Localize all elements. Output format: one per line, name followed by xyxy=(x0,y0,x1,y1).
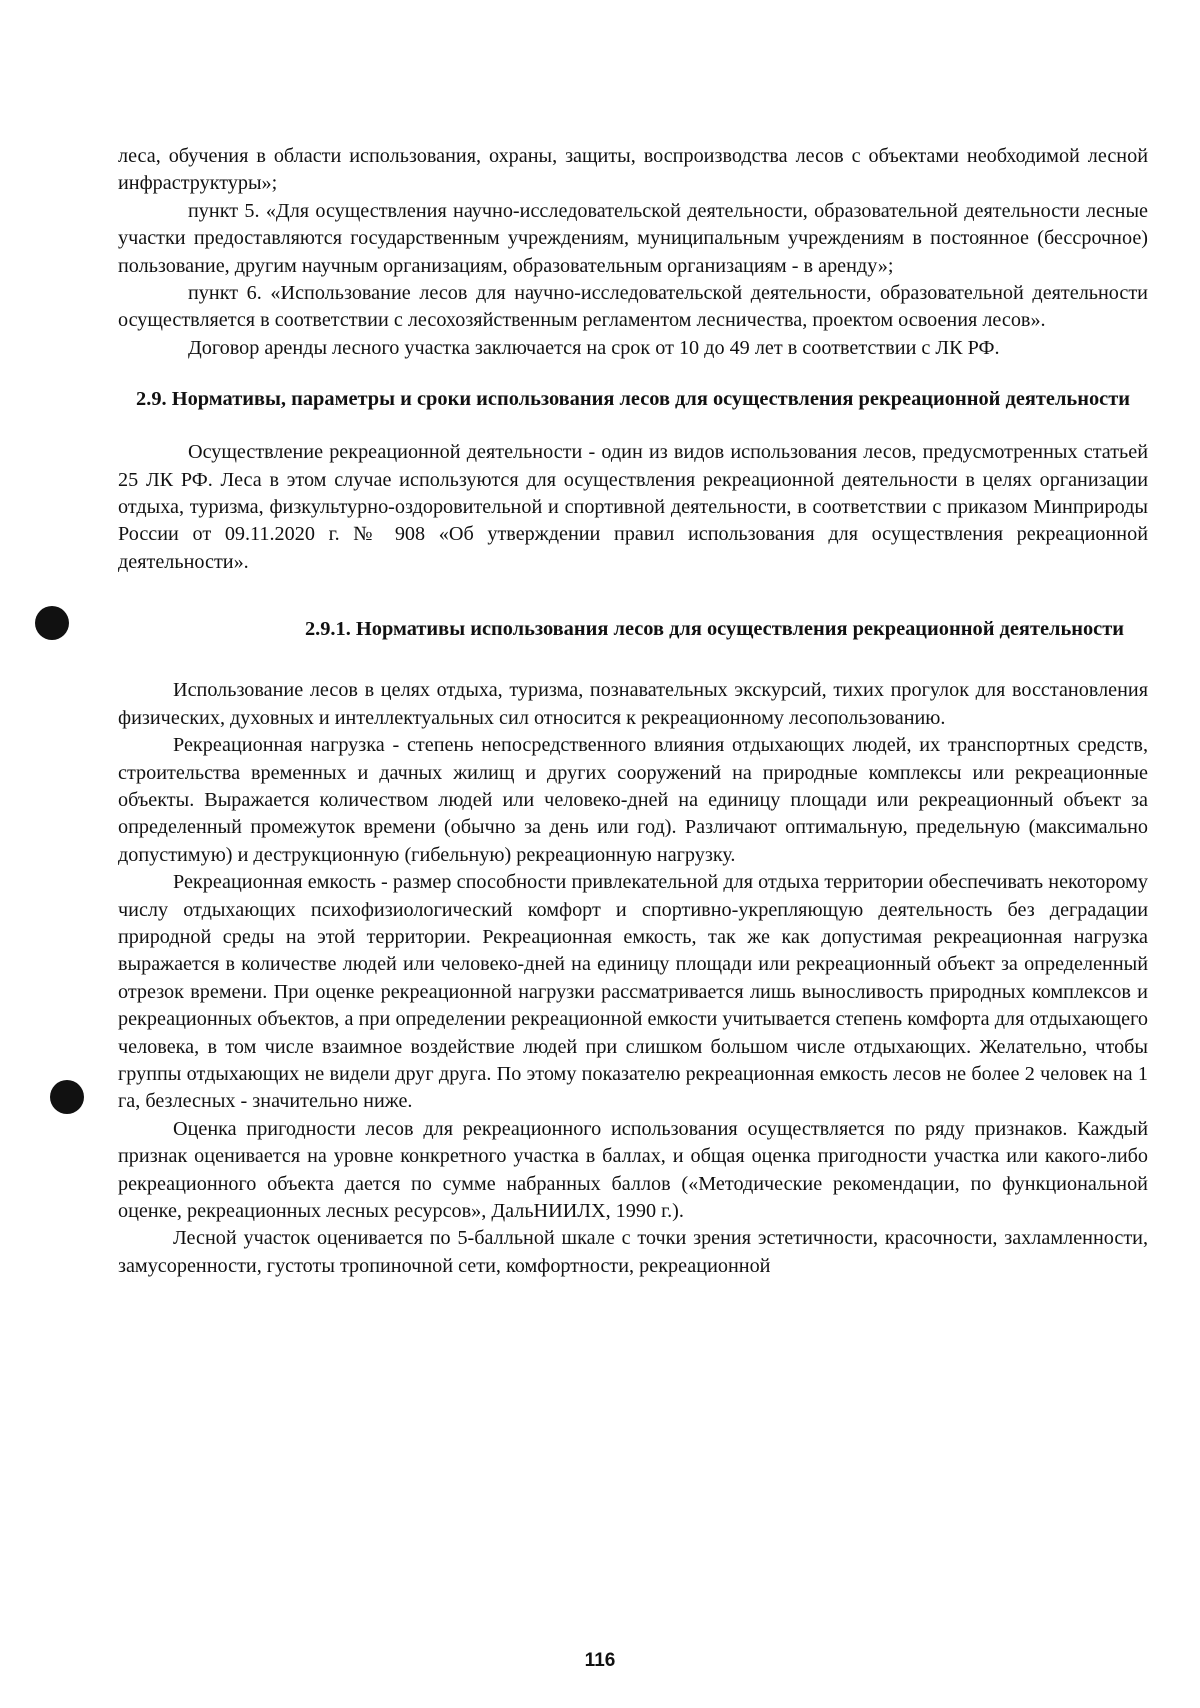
section-2-9-1-paragraph-3: Рекреационная емкость - размер способности привлекательной для отдыха территории обеспечивать некоторому числу отдыхающих психофизиологический комфорт и спортивно-укрепляющую деятельность без деградации природной среды на этой территории. Рекреационная емкость, так же как допустимая рекреационная нагрузка выражается в количестве людей или человеко-дней на единицу площади или рекреационный объект за определенный отрезок времени. При оценке рекреационной нагрузки рассматривается лишь выносливость природных комплексов и рекреационных объектов, а при определении рекреационной емкости учитывается степень комфорта для отдыхающего человека, в том числе взаимное воздействие людей при слишком большом числе отдыхающих. Желательно, чтобы группы отдыхающих не видели друг друга. По этому показателю рекреационная емкость лесов не более 2 человек на 1 га, безлесных - значительно ниже. xyxy=(118,871,1148,1113)
document-page xyxy=(118,143,1148,1280)
paragraph-top-1: леса, обучения в области использования, охраны, защиты, воспроизводства лесов с объектами необходимой лесной инфраструктуры»; xyxy=(118,145,1148,195)
paragraph-top-4: Договор аренды лесного участка заключается на срок от 10 до 49 лет в соответствии с ЛК РФ. xyxy=(188,336,1000,359)
section-2-9-1-paragraph-2: Рекреационная нагрузка - степень непосредственного влияния отдыхающих людей, их транспортных средств, строительства временных и дачных жилищ и других сооружений на природные комплексы или рекреационные объекты. Выражается количеством людей или человеко-дней на единицу площади или рекреационный объект за определенный промежуток времени (обычно за день или год). Различают оптимальную, предельную (максимально допустимую) и деструкционную (гибельную) рекреационную нагрузку. xyxy=(118,734,1148,866)
section-2-9-paragraph: Осуществление рекреационной деятельности - один из видов использования лесов, предусмотренных статьей 25 ЛК РФ. Леса в этом случае используются для осуществления рекреационной деятельности в целях организации отдыха, туризма, физкультурно-оздоровительной и спортивной деятельности, в соответствии с приказом Минприроды России от 09.11.2020 г. № 908 «Об утверждении правил использования для осуществления рекреационной деятельности». xyxy=(118,441,1148,573)
binder-hole-bottom xyxy=(50,1080,84,1114)
section-2-9-1-paragraph-4: Оценка пригодности лесов для рекреационного использования осуществляется по ряду признаков. Каждый признак оценивается на уровне конкретного участка в баллах, и общая оценка пригодности участка или какого-либо рекреационного объекта дается по сумме набранных баллов («Методические рекомендации, по функциональной оценке, рекреационных лесных ресурсов», ДальНИИЛХ, 1990 г.). xyxy=(118,1117,1148,1222)
section-heading-2-9: 2.9. Нормативы, параметры и сроки использования лесов для осуществления рекреационной деятельности xyxy=(136,388,1130,411)
page-number: 116 xyxy=(584,1650,616,1671)
section-2-9-1-paragraph-1: Использование лесов в целях отдыха, туризма, познавательных экскурсий, тихих прогулок для восстановления физических, духовных и интеллектуальных сил относится к рекреационному лесопользованию. xyxy=(118,679,1148,729)
section-heading-2-9-1: 2.9.1. Нормативы использования лесов для осуществления рекреационной деятельности xyxy=(304,618,1124,641)
section-2-9-1-paragraph-5: Лесной участок оценивается по 5-балльной шкале с точки зрения эстетичности, красочности, захламленности, замусоренности, густоты тропиночной сети, комфортности, рекреационной xyxy=(118,1227,1148,1277)
paragraph-top-2: пункт 5. «Для осуществления научно-исследовательской деятельности, образовательной деятельности лесные участки предоставляются государственным учреждениям, муниципальным учреждениям в постоянное (бессрочное) пользование, другим научным организациям, образовательным организациям - в аренду»; xyxy=(118,199,1148,277)
paragraph-top-3: пункт 6. «Использование лесов для научно-исследовательской деятельности, образовательной деятельности осуществляется в соответствии с лесохозяйственным регламентом лесничества, проектом освоения лесов». xyxy=(118,282,1148,332)
binder-hole-top xyxy=(35,606,69,640)
